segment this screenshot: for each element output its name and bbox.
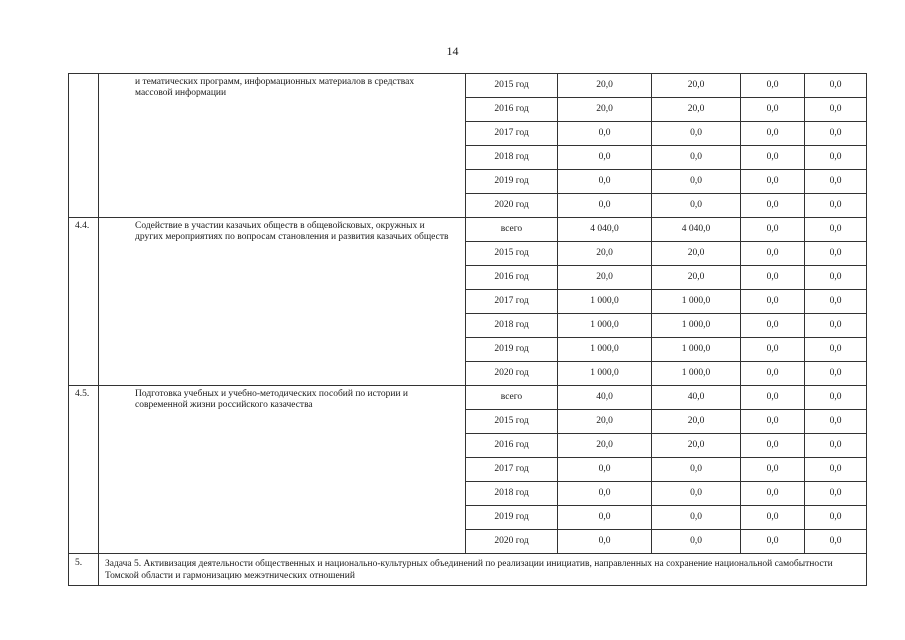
item-description: Содействие в участии казачьих обществ в общевойсковых, окружных и других мероприятиях по вопросам становления и развития казачьих обществ bbox=[99, 218, 466, 386]
regional-value-cell: 20,0 bbox=[652, 410, 741, 434]
regional-value-cell: 20,0 bbox=[652, 242, 741, 266]
total-value-cell: 1 000,0 bbox=[558, 362, 652, 386]
period-cell: всего bbox=[466, 386, 558, 410]
federal-value-cell: 0,0 bbox=[741, 170, 805, 194]
regional-value-cell: 4 040,0 bbox=[652, 218, 741, 242]
task-row bbox=[69, 554, 867, 586]
task-number: 5. bbox=[69, 554, 99, 586]
period-cell: 2017 год bbox=[466, 290, 558, 314]
period-cell: 2018 год bbox=[466, 314, 558, 338]
other-value-cell: 0,0 bbox=[805, 98, 867, 122]
total-value-cell: 1 000,0 bbox=[558, 290, 652, 314]
other-value-cell: 0,0 bbox=[805, 242, 867, 266]
regional-value-cell: 20,0 bbox=[652, 266, 741, 290]
federal-value-cell: 0,0 bbox=[741, 266, 805, 290]
other-value-cell: 0,0 bbox=[805, 362, 867, 386]
period-cell: 2016 год bbox=[466, 434, 558, 458]
regional-value-cell: 0,0 bbox=[652, 530, 741, 554]
item-number bbox=[69, 74, 99, 218]
federal-value-cell: 0,0 bbox=[741, 122, 805, 146]
task-text: Задача 5. Активизация деятельности общественных и национально-культурных объединений по реализации инициатив, направленных на сохранение национальной самобытности Томской области и гармонизацию межэтнических отношений bbox=[99, 554, 867, 586]
total-value-cell: 0,0 bbox=[558, 194, 652, 218]
other-value-cell: 0,0 bbox=[805, 170, 867, 194]
regional-value-cell: 0,0 bbox=[652, 146, 741, 170]
item-number: 4.4. bbox=[69, 218, 99, 386]
period-cell: 2015 год bbox=[466, 410, 558, 434]
total-value-cell: 20,0 bbox=[558, 74, 652, 98]
total-value-cell: 20,0 bbox=[558, 98, 652, 122]
period-cell: 2018 год bbox=[466, 146, 558, 170]
total-value-cell: 0,0 bbox=[558, 146, 652, 170]
regional-value-cell: 1 000,0 bbox=[652, 290, 741, 314]
other-value-cell: 0,0 bbox=[805, 290, 867, 314]
period-cell: 2016 год bbox=[466, 266, 558, 290]
total-value-cell: 20,0 bbox=[558, 266, 652, 290]
federal-value-cell: 0,0 bbox=[741, 218, 805, 242]
other-value-cell: 0,0 bbox=[805, 122, 867, 146]
total-value-cell: 20,0 bbox=[558, 242, 652, 266]
federal-value-cell: 0,0 bbox=[741, 506, 805, 530]
period-cell: 2018 год bbox=[466, 482, 558, 506]
federal-value-cell: 0,0 bbox=[741, 338, 805, 362]
total-value-cell: 20,0 bbox=[558, 410, 652, 434]
other-value-cell: 0,0 bbox=[805, 194, 867, 218]
total-value-cell: 0,0 bbox=[558, 482, 652, 506]
other-value-cell: 0,0 bbox=[805, 218, 867, 242]
regional-value-cell: 0,0 bbox=[652, 458, 741, 482]
period-cell: 2016 год bbox=[466, 98, 558, 122]
period-cell: 2019 год bbox=[466, 338, 558, 362]
regional-value-cell: 1 000,0 bbox=[652, 362, 741, 386]
federal-value-cell: 0,0 bbox=[741, 434, 805, 458]
page-number: 14 bbox=[446, 44, 459, 58]
item-description: Подготовка учебных и учебно-методических пособий по истории и современной жизни российского казачества bbox=[99, 386, 466, 554]
regional-value-cell: 40,0 bbox=[652, 386, 741, 410]
other-value-cell: 0,0 bbox=[805, 266, 867, 290]
federal-value-cell: 0,0 bbox=[741, 242, 805, 266]
total-value-cell: 0,0 bbox=[558, 506, 652, 530]
period-cell: 2020 год bbox=[466, 194, 558, 218]
regional-value-cell: 0,0 bbox=[652, 170, 741, 194]
other-value-cell: 0,0 bbox=[805, 410, 867, 434]
regional-value-cell: 0,0 bbox=[652, 506, 741, 530]
regional-value-cell: 20,0 bbox=[652, 434, 741, 458]
period-cell: 2020 год bbox=[466, 362, 558, 386]
other-value-cell: 0,0 bbox=[805, 434, 867, 458]
period-cell: 2015 год bbox=[466, 242, 558, 266]
period-cell: всего bbox=[466, 218, 558, 242]
total-value-cell: 20,0 bbox=[558, 434, 652, 458]
other-value-cell: 0,0 bbox=[805, 386, 867, 410]
federal-value-cell: 0,0 bbox=[741, 314, 805, 338]
period-cell: 2015 год bbox=[466, 74, 558, 98]
federal-value-cell: 0,0 bbox=[741, 386, 805, 410]
item-description: и тематических программ, информационных материалов в средствах массовой информации bbox=[99, 74, 466, 218]
regional-value-cell: 20,0 bbox=[652, 74, 741, 98]
total-value-cell: 0,0 bbox=[558, 122, 652, 146]
total-value-cell: 0,0 bbox=[558, 458, 652, 482]
regional-value-cell: 0,0 bbox=[652, 122, 741, 146]
total-value-cell: 0,0 bbox=[558, 530, 652, 554]
other-value-cell: 0,0 bbox=[805, 506, 867, 530]
federal-value-cell: 0,0 bbox=[741, 194, 805, 218]
other-value-cell: 0,0 bbox=[805, 530, 867, 554]
other-value-cell: 0,0 bbox=[805, 146, 867, 170]
other-value-cell: 0,0 bbox=[805, 458, 867, 482]
federal-value-cell: 0,0 bbox=[741, 482, 805, 506]
regional-value-cell: 0,0 bbox=[652, 482, 741, 506]
federal-value-cell: 0,0 bbox=[741, 74, 805, 98]
period-cell: 2019 год bbox=[466, 170, 558, 194]
budget-table bbox=[68, 73, 867, 586]
regional-value-cell: 0,0 bbox=[652, 194, 741, 218]
federal-value-cell: 0,0 bbox=[741, 530, 805, 554]
other-value-cell: 0,0 bbox=[805, 314, 867, 338]
period-cell: 2017 год bbox=[466, 122, 558, 146]
federal-value-cell: 0,0 bbox=[741, 290, 805, 314]
total-value-cell: 0,0 bbox=[558, 170, 652, 194]
regional-value-cell: 20,0 bbox=[652, 98, 741, 122]
total-value-cell: 4 040,0 bbox=[558, 218, 652, 242]
other-value-cell: 0,0 bbox=[805, 338, 867, 362]
item-number: 4.5. bbox=[69, 386, 99, 554]
period-cell: 2019 год bbox=[466, 506, 558, 530]
other-value-cell: 0,0 bbox=[805, 482, 867, 506]
regional-value-cell: 1 000,0 bbox=[652, 338, 741, 362]
other-value-cell: 0,0 bbox=[805, 74, 867, 98]
table-row bbox=[69, 218, 867, 242]
regional-value-cell: 1 000,0 bbox=[652, 314, 741, 338]
total-value-cell: 1 000,0 bbox=[558, 314, 652, 338]
period-cell: 2017 год bbox=[466, 458, 558, 482]
federal-value-cell: 0,0 bbox=[741, 458, 805, 482]
federal-value-cell: 0,0 bbox=[741, 410, 805, 434]
federal-value-cell: 0,0 bbox=[741, 146, 805, 170]
total-value-cell: 40,0 bbox=[558, 386, 652, 410]
table-row bbox=[69, 386, 867, 410]
federal-value-cell: 0,0 bbox=[741, 362, 805, 386]
table-row bbox=[69, 74, 867, 98]
total-value-cell: 1 000,0 bbox=[558, 338, 652, 362]
period-cell: 2020 год bbox=[466, 530, 558, 554]
federal-value-cell: 0,0 bbox=[741, 98, 805, 122]
